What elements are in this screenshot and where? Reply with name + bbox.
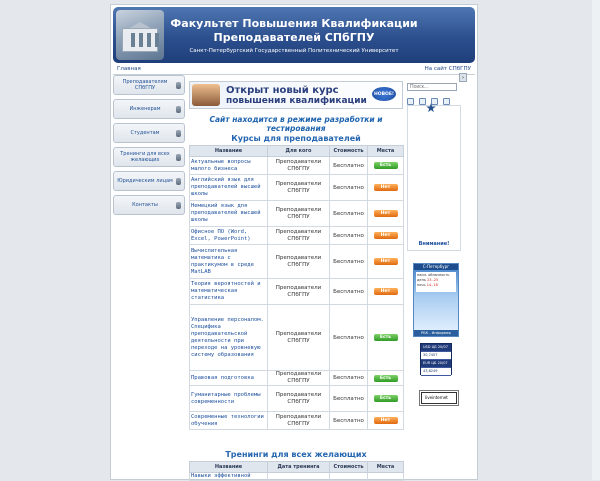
course-seats [368, 386, 404, 412]
weather-day-value: 23..25 [427, 278, 439, 282]
course-audience: Преподаватели СПбГПУ [268, 201, 330, 227]
window-scrollbar[interactable] [592, 0, 600, 480]
sitemap-icon[interactable] [407, 98, 414, 105]
dev-notice-line2: тестирования [266, 124, 326, 133]
table-row [190, 386, 404, 412]
seats-available-badge[interactable]: Есть [374, 162, 398, 169]
course-seats [368, 245, 404, 279]
eur-date: 20/07 [437, 361, 448, 365]
course-audience: Преподаватели СПбГПУ [268, 371, 330, 386]
seats-available-badge[interactable]: Есть [374, 334, 398, 341]
col-header-date: Дата тренинга [268, 462, 330, 473]
course-seats [368, 305, 404, 371]
attention-label: Внимание! [418, 241, 450, 247]
weather-condition: пасм. облачность [417, 273, 450, 277]
sidebar-item-trainings[interactable] [113, 147, 185, 167]
table-header-row [190, 462, 404, 473]
course-name-link[interactable]: Современные технологии обучения [190, 412, 268, 430]
star-icon [426, 103, 436, 113]
course-name-link[interactable]: Немецкий язык для преподавателей высшей школы [190, 201, 268, 227]
page-container [110, 4, 478, 480]
home-link[interactable]: Главная [117, 66, 141, 72]
bullet-icon [176, 82, 181, 89]
course-price: Бесплатно [330, 175, 368, 201]
weather-footer: РБК - Информер [414, 330, 458, 336]
seats-unavailable-badge[interactable]: Нет [374, 288, 398, 295]
col-header-seats: Места [368, 146, 404, 157]
course-audience: Преподаватели СПбГПУ [268, 279, 330, 305]
trainings-title: Тренинги для всех желающих [225, 450, 367, 459]
trainings-table [189, 461, 404, 481]
course-price: Бесплатно [330, 245, 368, 279]
sidebar-item-label: Студентам [130, 130, 160, 136]
usd-date: 20/07 [437, 345, 448, 349]
course-name-link[interactable]: Офисное ПО (Word, Excel, PowerPoint) [190, 227, 268, 245]
print-icon[interactable] [431, 98, 438, 105]
banner-line1: Открыт новый курс [226, 85, 339, 96]
quick-icons [407, 98, 463, 105]
col-header-price: Стоимость [330, 462, 368, 473]
col-header-name: Название [190, 462, 268, 473]
weather-night-label: ночь [417, 283, 426, 287]
rss-icon[interactable] [443, 98, 450, 105]
table-row [190, 201, 404, 227]
course-audience: Преподаватели СПбГПУ [268, 386, 330, 412]
bullet-icon [176, 130, 181, 137]
course-name-link[interactable]: Гуманитарные проблемы современности [190, 386, 268, 412]
banner-line2: повышения квалификации [226, 96, 367, 106]
course-seats [368, 201, 404, 227]
sidebar-item-label: Юридическим лицам [117, 178, 173, 184]
col-header-price: Стоимость [330, 146, 368, 157]
course-name-link[interactable]: Английский язык для преподавателей высшей школы [190, 175, 268, 201]
sidebar-item-label: Преподавателям СПбГПУ [122, 79, 168, 91]
new-course-banner[interactable] [189, 81, 403, 109]
seats-unavailable-badge[interactable]: Нет [374, 210, 398, 217]
search-input[interactable] [407, 83, 457, 91]
course-audience: Преподаватели СПбГПУ [268, 175, 330, 201]
new-badge: НОВОЕ! [372, 87, 396, 101]
sidebar-item-students[interactable] [113, 123, 185, 143]
weather-details [416, 272, 456, 292]
liveinternet-counter[interactable] [419, 390, 459, 406]
currency-informer[interactable] [420, 343, 452, 375]
bullet-icon [176, 106, 181, 113]
sidebar [113, 75, 185, 219]
header-title-line1: Факультет Повышения Квалификации [170, 17, 418, 30]
mail-icon[interactable] [419, 98, 426, 105]
counter-label: liveinternet [421, 392, 457, 404]
usd-label: USD ЦБ [423, 345, 437, 349]
eur-header [421, 360, 451, 368]
search-go-button[interactable]: › [459, 73, 467, 82]
course-audience: Преподаватели СПбГПУ [268, 305, 330, 371]
bullet-icon [176, 154, 181, 161]
table-row [190, 157, 404, 175]
course-price: Бесплатно [330, 279, 368, 305]
site-header [113, 7, 475, 63]
table-row [190, 305, 404, 371]
usd-value: 30,7457 [421, 352, 451, 360]
info-box [407, 105, 461, 251]
course-price: Бесплатно [330, 157, 368, 175]
sidebar-item-engineers[interactable] [113, 99, 185, 119]
seats-unavailable-badge[interactable]: Нет [374, 417, 398, 424]
right-column [407, 73, 464, 247]
table-row [190, 175, 404, 201]
table-row [190, 279, 404, 305]
course-seats [368, 371, 404, 386]
course-seats [368, 157, 404, 175]
weather-day-label: день [417, 278, 426, 282]
course-audience: Преподаватели СПбГПУ [268, 157, 330, 175]
course-price: Бесплатно [330, 305, 368, 371]
weather-informer[interactable] [413, 263, 459, 337]
bullet-icon [176, 202, 181, 209]
seats-unavailable-badge[interactable]: Нет [374, 184, 398, 191]
course-name-link[interactable]: Актуальные вопросы малого бизнеса [190, 157, 268, 175]
eur-value: 43,8249 [421, 368, 451, 376]
course-name-link[interactable]: Теория вероятностей и математическая статистика [190, 279, 268, 305]
sidebar-item-label: Инженерам [129, 106, 161, 112]
course-seats [368, 227, 404, 245]
course-price: Бесплатно [330, 412, 368, 430]
sidebar-item-label: Контакты [132, 202, 158, 208]
header-title-line2: Преподавателей СПбГПУ [213, 31, 375, 44]
course-price: Бесплатно [330, 201, 368, 227]
usd-header [421, 344, 451, 352]
sidebar-item-legal-entities[interactable] [113, 171, 185, 191]
course-name-link[interactable]: Вычислительная математика с практикумом в среде MatLAB [190, 245, 268, 279]
course-seats [368, 412, 404, 430]
weather-city: С-Петербург [414, 264, 458, 270]
training-name-link[interactable]: Навыки эффективной [190, 473, 268, 481]
table-row [190, 245, 404, 279]
seats-available-badge[interactable]: Есть [374, 395, 398, 402]
seats-unavailable-badge[interactable]: Нет [374, 232, 398, 239]
bullet-icon [176, 178, 181, 185]
dev-notice-line1: Сайт находится в режиме разработки и [209, 115, 383, 124]
table-row [190, 473, 404, 481]
courses-title: Курсы для преподавателей [231, 134, 361, 143]
trainings-section [189, 449, 403, 481]
weather-night-value: 14..16 [426, 283, 438, 287]
col-header-name: Название [190, 146, 268, 157]
course-name-link[interactable]: Управление персоналом. Специфика преподавательской деятельности при переходе на уровневую систему образования [190, 305, 268, 371]
seats-available-badge[interactable]: Есть [374, 375, 398, 382]
course-name-link[interactable]: Правовая подготовка [190, 371, 268, 386]
table-row [190, 371, 404, 386]
course-audience: Преподаватели СПбГПУ [268, 245, 330, 279]
people-photo [192, 84, 220, 106]
sidebar-item-teachers[interactable] [113, 75, 185, 95]
table-row [190, 227, 404, 245]
courses-table [189, 145, 404, 430]
course-price: Бесплатно [330, 371, 368, 386]
table-row [190, 412, 404, 430]
course-seats [368, 279, 404, 305]
course-audience: Преподаватели СПбГПУ [268, 412, 330, 430]
col-header-audience: Для кого [268, 146, 330, 157]
header-subtitle: Санкт-Петербургский Государственный Политехнический Университет [189, 48, 399, 54]
building-photo-left [116, 10, 164, 60]
course-price: Бесплатно [330, 227, 368, 245]
weather-night-row [417, 283, 455, 288]
course-price: Бесплатно [330, 386, 368, 412]
sidebar-item-contacts[interactable] [113, 195, 185, 215]
col-header-seats: Места [368, 462, 404, 473]
sidebar-item-label: Тренинги для всех желающих [120, 151, 170, 163]
main-content [189, 81, 403, 430]
table-header-row [190, 146, 404, 157]
seats-unavailable-badge[interactable]: Нет [374, 258, 398, 265]
university-site-link[interactable]: На сайт СПбГПУ [424, 66, 471, 72]
eur-label: EUR ЦБ [423, 361, 437, 365]
course-audience: Преподаватели СПбГПУ [268, 227, 330, 245]
course-seats [368, 175, 404, 201]
